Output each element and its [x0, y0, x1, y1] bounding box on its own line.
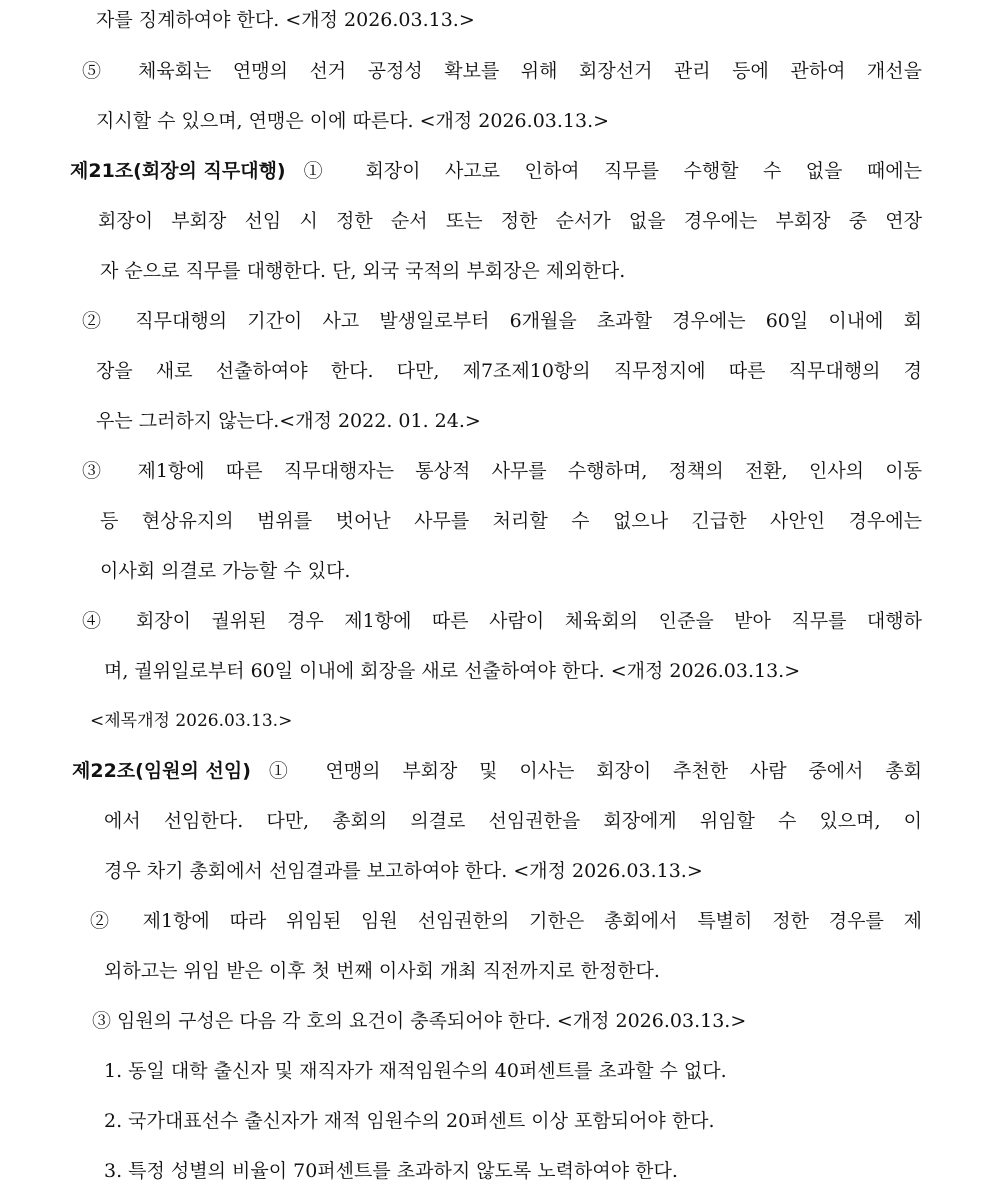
paragraph-line: 외하고는 위임 받은 이후 첫 번째 이사회 개최 직전까지로 한정한다. — [104, 960, 660, 982]
article-22-heading: 제22조(임원의 선임) — [72, 760, 251, 782]
paragraph-line: 자를 징계하여야 한다. <개정 2026.03.13.> — [96, 9, 475, 31]
paragraph-line: 에서 선임한다. 다만, 총회의 의결로 선임권한을 회장에게 위임할 수 있으며, 이 — [104, 810, 922, 832]
paragraph-line: 회장이 부회장 선임 시 정한 순서 또는 정한 순서가 없을 경우에는 부회장 중 연장 — [98, 210, 922, 232]
paragraph-line: ① 연맹의 부회장 및 이사는 회장이 추천한 사람 중에서 총회 — [268, 760, 922, 782]
paragraph-line: 우는 그러하지 않는다.<개정 2022. 01. 24.> — [96, 410, 481, 432]
paragraph-line: ⑤ 체육회는 연맹의 선거 공정성 확보를 위해 회장선거 관리 등에 관하여 개선을 — [82, 60, 922, 82]
title-amendment-note: <제목개정 2026.03.13.> — [90, 711, 293, 731]
article-21-heading: 제21조(회장의 직무대행) — [70, 160, 286, 182]
paragraph-line: ③ 제1항에 따른 직무대행자는 통상적 사무를 수행하며, 정책의 전환, 인사의 이동 — [82, 460, 922, 482]
paragraph-line: 이사회 의결로 가능할 수 있다. — [100, 560, 351, 582]
paragraph-line: 장을 새로 선출하여야 한다. 다만, 제7조제10항의 직무정지에 따른 직무대행의 경 — [96, 360, 922, 382]
paragraph-line: ③ 임원의 구성은 다음 각 호의 요건이 충족되어야 한다. <개정 2026.03.13.> — [92, 1010, 747, 1032]
article-21-first-line — [70, 158, 922, 184]
paragraph-line: 자 순으로 직무를 대행한다. 단, 외국 국적의 부회장은 제외한다. — [100, 260, 626, 282]
paragraph-line: 며, 궐위일로부터 60일 이내에 회장을 새로 선출하여야 한다. <개정 2026.03.13.> — [104, 660, 801, 682]
paragraph-line: ② 제1항에 따라 위임된 임원 선임권한의 기한은 총회에서 특별히 정한 경우를 제 — [90, 910, 922, 932]
paragraph-line: 등 현상유지의 범위를 벗어난 사무를 처리할 수 없으나 긴급한 사안인 경우에는 — [100, 510, 922, 532]
paragraph-line: ① 회장이 사고로 인하여 직무를 수행할 수 없을 때에는 — [303, 160, 922, 182]
list-item: 2. 국가대표선수 출신자가 재적 임원수의 20퍼센트 이상 포함되어야 한다. — [104, 1110, 715, 1132]
paragraph-line: ② 직무대행의 기간이 사고 발생일로부터 6개월을 초과할 경우에는 60일 이내에 회 — [82, 310, 922, 332]
paragraph-line: 지시할 수 있으며, 연맹은 이에 따른다. <개정 2026.03.13.> — [96, 110, 610, 132]
list-item: 1. 동일 대학 출신자 및 재직자가 재적임원수의 40퍼센트를 초과할 수 없다. — [104, 1060, 727, 1082]
paragraph-line: 경우 차기 총회에서 선임결과를 보고하여야 한다. <개정 2026.03.13.> — [104, 860, 703, 882]
list-item: 3. 특정 성별의 비율이 70퍼센트를 초과하지 않도록 노력하여야 한다. — [104, 1160, 678, 1182]
article-22-first-line — [72, 758, 922, 784]
paragraph-line: ④ 회장이 궐위된 경우 제1항에 따른 사람이 체육회의 인준을 받아 직무를 대행하 — [82, 610, 922, 632]
